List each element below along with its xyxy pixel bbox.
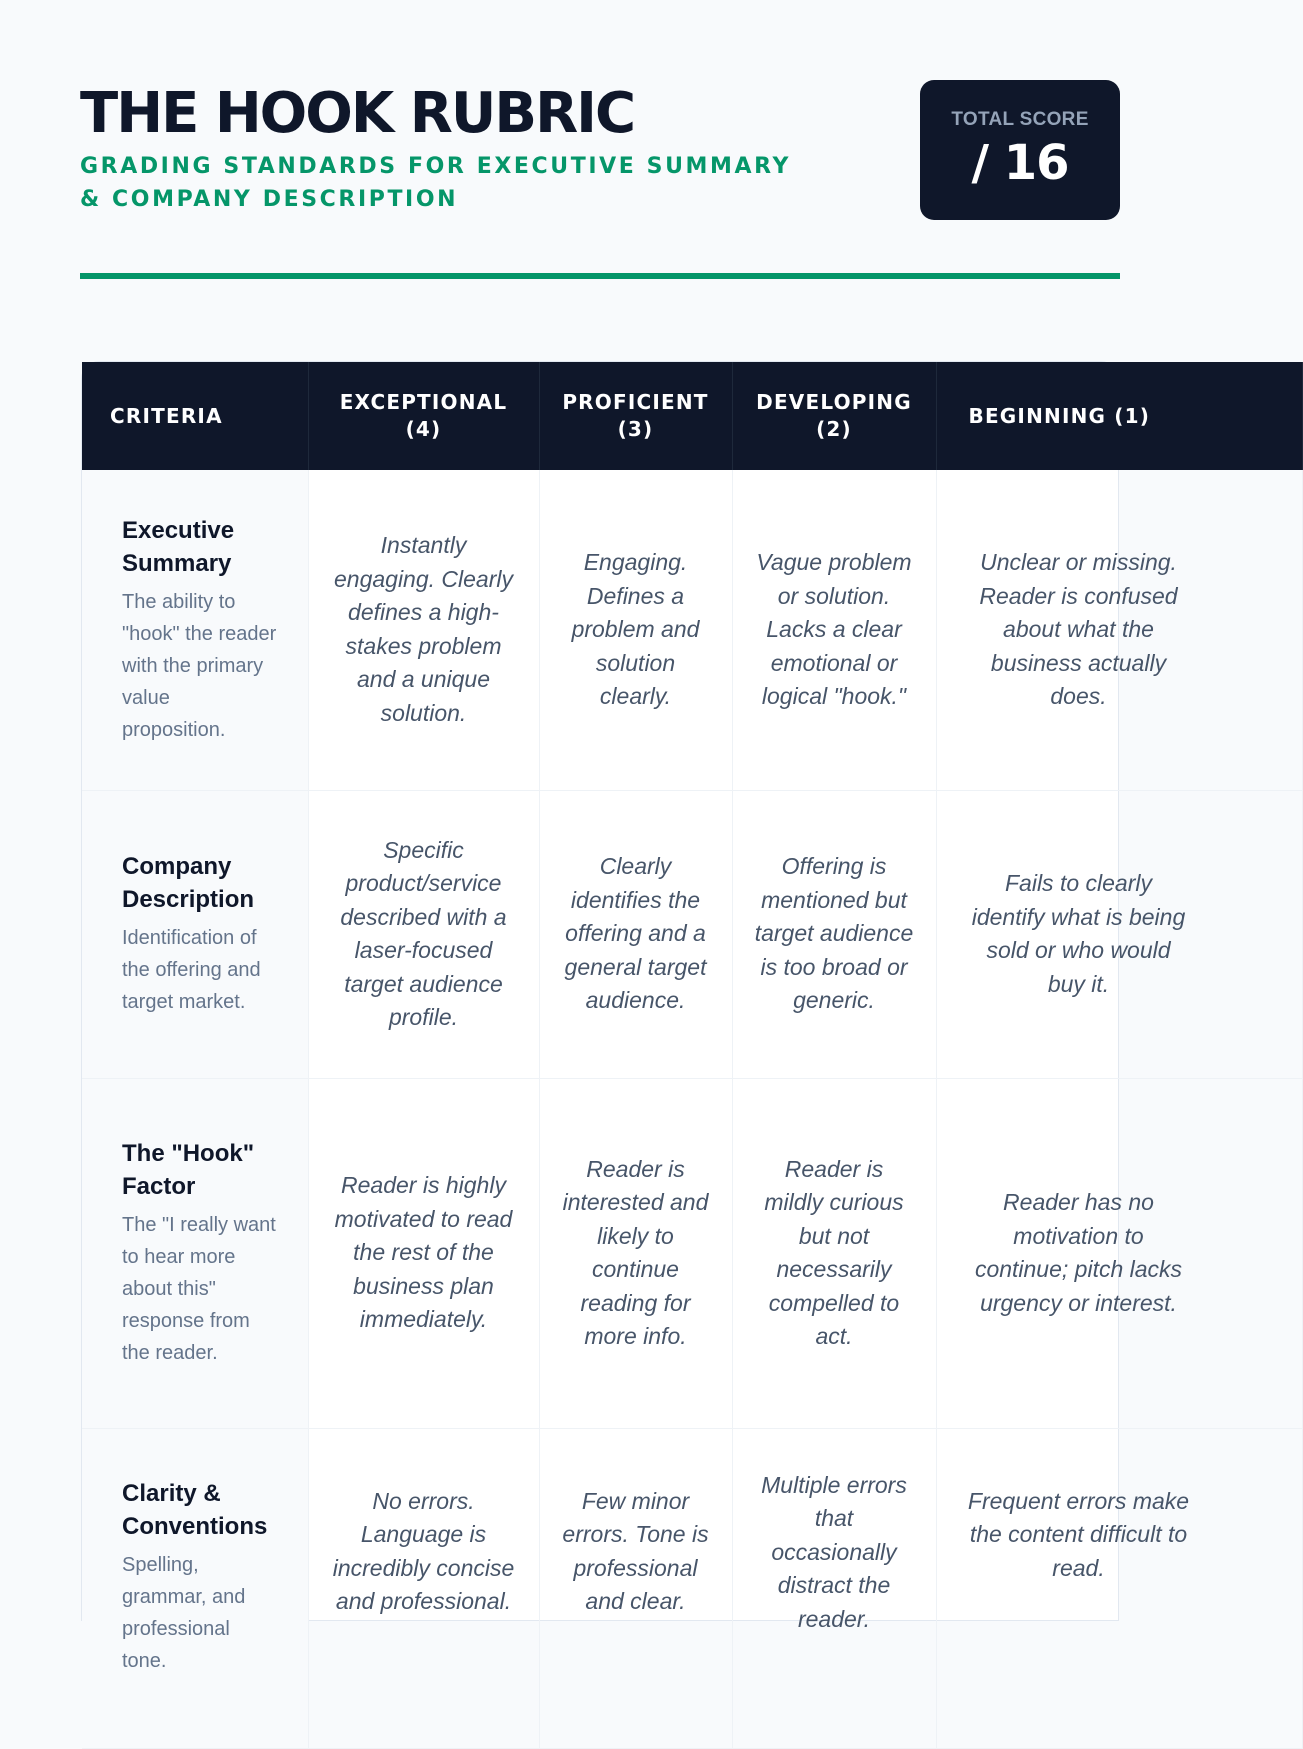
table-row <box>82 790 1302 1078</box>
level-exceptional-cell: Reader is highly motivated to read the rest of the business plan immediately. <box>308 1078 539 1428</box>
header-proficient: PROFICIENT (3) <box>539 362 732 470</box>
level-beginning-cell <box>936 790 1302 1078</box>
level-proficient-cell: Reader is interested and likely to continue reading for more info. <box>539 1078 732 1428</box>
criteria-cell <box>82 790 308 1078</box>
total-score-label: TOTAL SCORE <box>951 109 1089 130</box>
total-score-value: / 16 <box>971 135 1069 191</box>
level-developing-cell: Vague problem or solution. Lacks a clear emotional or logical "hook." <box>732 470 936 790</box>
page-title: THE HOOK RUBRIC <box>80 81 635 146</box>
criteria-description: The "I really want to hear more about this" response from the reader. <box>122 1214 276 1364</box>
criteria-name: Executive Summary <box>122 516 235 577</box>
table-row <box>82 1078 1302 1428</box>
total-score-card <box>920 80 1120 220</box>
header-beginning: BEGINNING (1) <box>936 362 1302 470</box>
level-proficient-cell: Clearly identifies the offering and a general target audience. <box>539 790 732 1078</box>
header-exceptional: EXCEPTIONAL (4) <box>308 362 539 470</box>
level-beginning-text: Unclear or missing. Reader is confused about what the business actually does. <box>979 549 1178 709</box>
page-subtitle: GRADING STANDARDS FOR EXECUTIVE SUMMARY & COMPANY DESCRIPTION <box>80 154 792 212</box>
level-developing-cell: Multiple errors that occasionally distract the reader. <box>732 1428 936 1748</box>
criteria-name: Company Description <box>122 853 255 913</box>
header-criteria: CRITERIA <box>82 362 308 470</box>
criteria-name: Clarity & Conventions <box>122 1479 268 1540</box>
table-header-row <box>82 362 1302 470</box>
rubric-table-container <box>81 361 1190 1672</box>
rubric-table <box>82 362 1303 1749</box>
criteria-description: Spelling, grammar, and professional tone. <box>122 1553 246 1672</box>
header-divider <box>80 273 1120 279</box>
level-proficient-cell: Few minor errors. Tone is professional and clear. <box>539 1428 732 1748</box>
level-developing-cell: Offering is mentioned but target audience is too broad or generic. <box>732 790 936 1078</box>
criteria-name: The "Hook" Factor <box>122 1140 255 1200</box>
criteria-cell <box>82 470 308 790</box>
level-developing-cell: Reader is mildly curious but not necessarily compelled to act. <box>732 1078 936 1428</box>
level-exceptional-cell: Instantly engaging. Clearly defines a high-stakes problem and a unique solution. <box>308 470 539 790</box>
level-beginning-cell <box>936 1428 1302 1748</box>
criteria-cell <box>82 1078 308 1428</box>
table-row <box>82 470 1302 790</box>
level-exceptional-cell: No errors. Language is incredibly concise and professional. <box>308 1428 539 1748</box>
header <box>80 80 1120 280</box>
level-beginning-cell <box>936 470 1302 790</box>
level-exceptional-cell: Specific product/service described with a laser-focused target audience profile. <box>308 790 539 1078</box>
level-beginning-cell <box>936 1078 1302 1428</box>
level-proficient-cell: Engaging. Defines a problem and solution clearly. <box>539 470 732 790</box>
criteria-cell <box>82 1428 308 1748</box>
table-row <box>82 1428 1302 1748</box>
level-beginning-text: Reader has no motivation to continue; pitch lacks urgency or interest. <box>974 1189 1183 1316</box>
criteria-description: Identification of the offering and target market. <box>122 927 261 1013</box>
level-beginning-text: Frequent errors make the content difficult to read. <box>967 1487 1190 1581</box>
header-developing: DEVELOPING (2) <box>732 362 936 470</box>
level-beginning-text: Fails to clearly identify what is being sold or who would buy it. <box>971 870 1186 997</box>
criteria-description: The ability to "hook" the reader with the primary value proposition. <box>122 590 277 741</box>
